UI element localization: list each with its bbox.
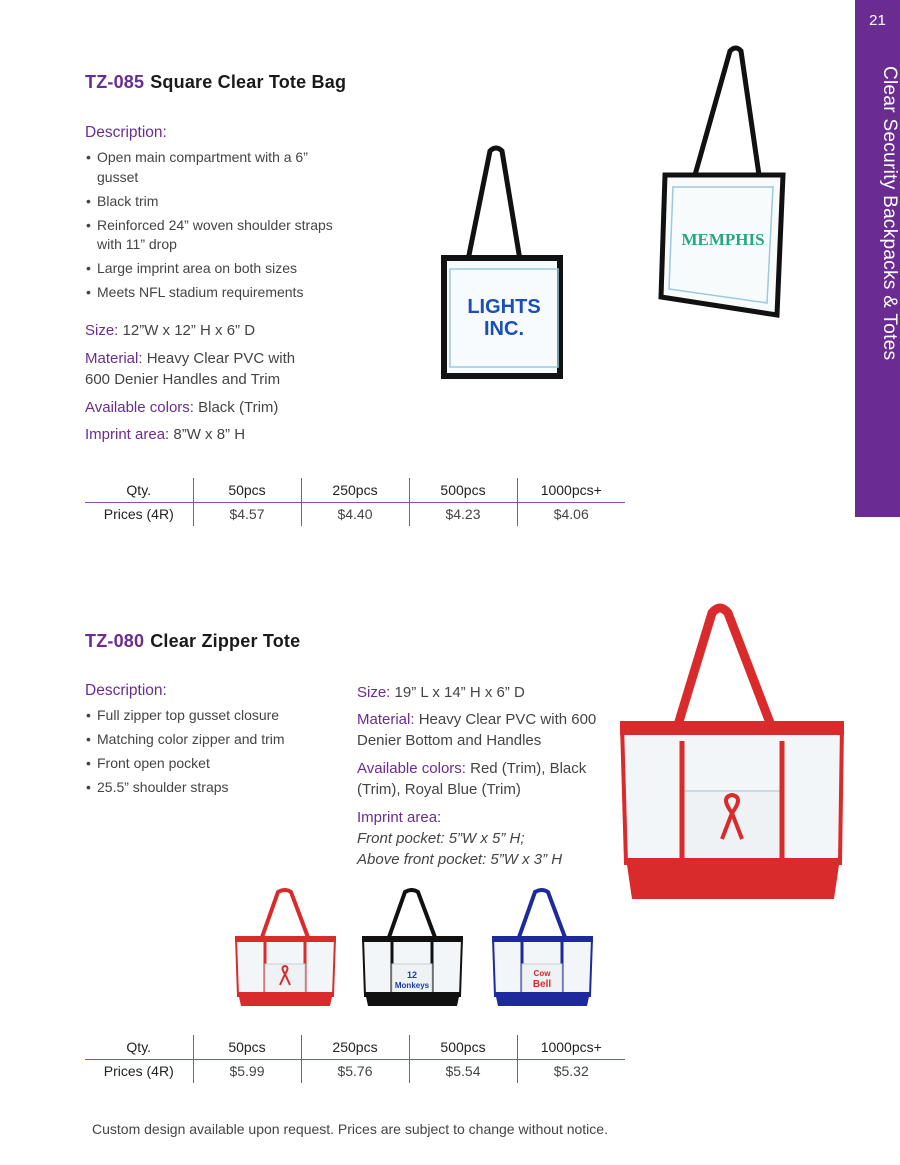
- colors-label: Available colors:: [357, 760, 466, 777]
- qty-cell: 250pcs: [301, 478, 409, 502]
- square-tote-image-memphis: [655, 45, 790, 320]
- imprint-spec: [357, 807, 617, 870]
- product-code: TZ-085: [85, 72, 145, 92]
- material-value: Heavy Clear PVC with 600 Denier Handles and Trim: [85, 350, 296, 388]
- colors-spec: [357, 758, 607, 800]
- material-label: Material:: [85, 350, 143, 367]
- square-tote-image-lights: [440, 145, 565, 380]
- product-title-tz080: [85, 631, 300, 652]
- size-value: 12”W x 12” H x 6” D: [122, 322, 256, 339]
- section-title: Clear Security Backpacks & Totes: [879, 66, 900, 361]
- imprint-value: Front pocket: 5”W x 5” H;: [357, 830, 525, 847]
- price-label: Prices (4R): [103, 506, 174, 523]
- price-cell: $5.99: [193, 1059, 301, 1083]
- list-item: • Open main compartment with a 6” gusset: [86, 148, 336, 187]
- imprint-value: Above front pocket: 5”W x 3” H: [357, 851, 563, 868]
- list-item: • Full zipper top gusset closure: [86, 706, 336, 726]
- imprint-label: Imprint area:: [85, 426, 170, 443]
- size-label: Size:: [85, 322, 119, 339]
- zipper-tote-image-red-large: [612, 603, 852, 903]
- price-cell: $5.54: [409, 1059, 517, 1083]
- imprint-spec: [85, 424, 345, 445]
- qty-cell: 500pcs: [409, 478, 517, 502]
- imprint-value: 8”W x 8” H: [173, 426, 246, 443]
- price-cell: $4.40: [301, 502, 409, 526]
- colors-value: Black (Trim): [198, 399, 279, 416]
- zipper-tote-image-red-small: [233, 888, 338, 1008]
- list-item: • Matching color zipper and trim: [86, 730, 336, 750]
- zipper-tote-image-blue-small: [490, 888, 595, 1008]
- bag-imprint-text: INC.: [484, 318, 524, 340]
- material-spec: [85, 348, 320, 390]
- product-code: TZ-080: [85, 631, 145, 651]
- material-spec: [357, 709, 597, 751]
- colors-value: Red (Trim), Black (Trim), Royal Blue (Trim): [357, 760, 587, 798]
- qty-cell: 1000pcs+: [517, 1035, 625, 1059]
- size-label: Size:: [357, 684, 391, 701]
- product-title-tz085: [85, 72, 346, 93]
- list-item: • Reinforced 24” woven shoulder straps with 11” drop: [86, 216, 336, 255]
- material-value: Heavy Clear PVC with 600 Denier Bottom and Handles: [357, 711, 597, 749]
- zipper-tote-image-black-small: [360, 888, 465, 1008]
- description-list: [86, 148, 336, 307]
- description-list: [86, 706, 336, 802]
- bag-imprint-text: LIGHTS: [467, 296, 541, 318]
- size-spec: [85, 320, 345, 341]
- price-label: Prices (4R): [103, 1063, 174, 1080]
- list-item: • Front open pocket: [86, 754, 336, 774]
- price-table-tz080: [85, 1035, 625, 1083]
- description-label: Description:: [85, 682, 167, 699]
- bag-imprint-text: Bell: [532, 979, 552, 990]
- qty-label: Qty.: [85, 478, 193, 502]
- bag-imprint-text: Cow: [533, 969, 551, 978]
- product-name: Square Clear Tote Bag: [150, 72, 347, 92]
- material-label: Material:: [357, 711, 415, 728]
- footer-note: Custom design available upon request. Prices are subject to change without notice.: [92, 1121, 608, 1137]
- product-name: Clear Zipper Tote: [150, 631, 301, 651]
- size-spec: [357, 682, 607, 703]
- bag-imprint-text: Monkeys: [394, 981, 430, 990]
- qty-cell: 500pcs: [409, 1035, 517, 1059]
- bag-imprint-text: MEMPHIS: [681, 230, 765, 249]
- list-item: • Black trim: [86, 192, 336, 212]
- size-value: 19” L x 14” H x 6” D: [394, 684, 525, 701]
- qty-cell: 50pcs: [193, 478, 301, 502]
- table-row: [85, 1035, 625, 1059]
- price-cell: $4.57: [193, 502, 301, 526]
- imprint-label: Imprint area:: [357, 809, 442, 826]
- list-item: • Large imprint area on both sizes: [86, 259, 336, 279]
- colors-spec: [85, 397, 345, 418]
- bag-imprint-text: 12: [406, 970, 418, 980]
- price-cell: $4.23: [409, 502, 517, 526]
- page-number: 21: [869, 12, 886, 29]
- qty-cell: 250pcs: [301, 1035, 409, 1059]
- price-cell: $4.06: [517, 502, 625, 526]
- qty-cell: 1000pcs+: [517, 478, 625, 502]
- qty-cell: 50pcs: [193, 1035, 301, 1059]
- table-row: [85, 502, 625, 526]
- table-row: [85, 478, 625, 502]
- list-item: • 25.5” shoulder straps: [86, 778, 336, 798]
- price-table-tz085: [85, 478, 625, 526]
- table-row: [85, 1059, 625, 1083]
- list-item: • Meets NFL stadium requirements: [86, 283, 336, 303]
- price-cell: $5.76: [301, 1059, 409, 1083]
- colors-label: Available colors:: [85, 399, 194, 416]
- qty-label: Qty.: [85, 1035, 193, 1059]
- side-section-tab: [855, 0, 900, 517]
- description-label: Description:: [85, 124, 167, 141]
- price-cell: $5.32: [517, 1059, 625, 1083]
